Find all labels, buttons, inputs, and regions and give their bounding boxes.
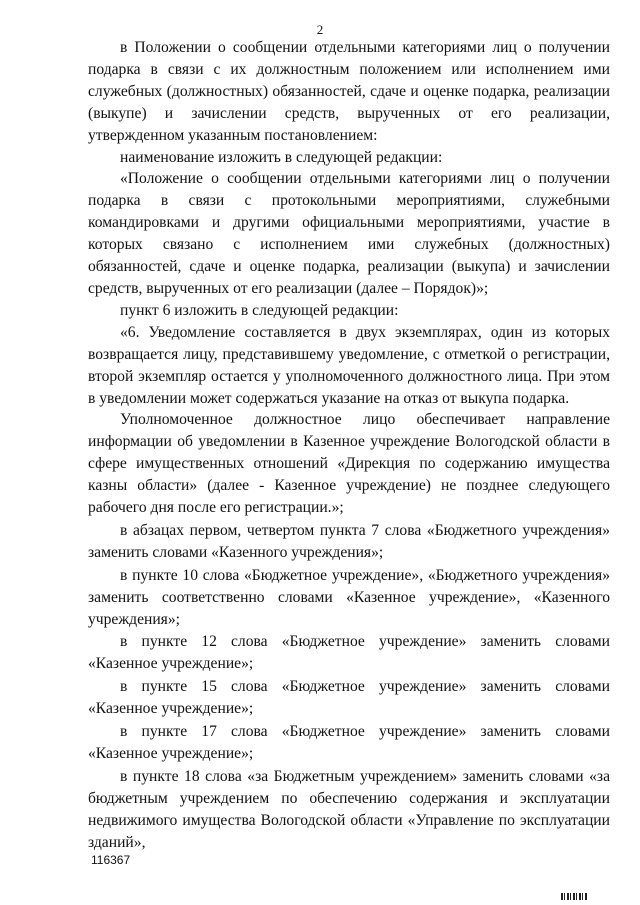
document-code: 116367 bbox=[91, 853, 131, 867]
paragraph: в абзацах первом, четвертом пункта 7 слова «Бюджетного учреждения» заменить словами «Казенного учреждения»; bbox=[88, 521, 610, 561]
scan-barcode-mark bbox=[561, 893, 587, 900]
paragraph: в пункте 15 слова «Бюджетное учреждение» заменить словами «Казенное учреждение»; bbox=[88, 678, 610, 718]
document-body bbox=[88, 37, 610, 854]
paragraph: в пункте 17 слова «Бюджетное учреждение» заменить словами «Казенное учреждение»; bbox=[88, 723, 610, 762]
paragraph: пункт 6 изложить в следующей редакции: bbox=[120, 301, 399, 319]
paragraph: в пункте 18 слова «за Бюджетным учреждением» заменить словами «за бюджетным учреждением по обеспечению содержания и эксплуатации недвижимого имущества Вологодской области «Управление по эксплуатации зданий», bbox=[88, 767, 610, 851]
paragraph: наименование изложить в следующей редакции: bbox=[120, 148, 443, 166]
paragraph: «Положение о сообщении отдельными категориями лиц о получении подарка в связи с протокольными мероприятиями, служебными командировками и другими официальными мероприятиями, участие в которых связано с исполнением ими служебных (должностных) обязанностей, сдаче и оценке подарка, реализации (выкупа) и зачислении средств, вырученных от его реализации (далее – Порядок)»; bbox=[88, 170, 610, 297]
paragraph: «6. Уведомление составляется в двух экземплярах, один из которых возвращается лицу, представившему уведомление, с отметкой о регистрации, второй экземпляр остается у уполномоченного должностного лица. При этом в уведомлении может содержаться указание на отказ от выкупа подарка. bbox=[88, 323, 610, 407]
paragraph: в пункте 10 слова «Бюджетное учреждение», «Бюджетного учреждения» заменить соответственно словами «Казенное учреждение», «Казенного учреждения»; bbox=[88, 566, 610, 628]
paragraph: в пункте 12 слова «Бюджетное учреждение» заменить словами «Казенное учреждение»; bbox=[88, 633, 610, 673]
paragraph: Уполномоченное должностное лицо обеспечивает направление информации об уведомлении в Казенное учреждение Вологодской области в сфере имущественных отношений «Дирекция по содержанию имущества казны области» (далее - Казенное учреждение) не позднее следующего рабочего дня после его регистрации.»; bbox=[88, 411, 610, 517]
paragraph: в Положении о сообщении отдельными категориями лиц о получении подарка в связи с их должностным положением или исполнением ими служебных (должностных) обязанностей, сдаче и оценке подарка, реализации (выкупе) и зачислении средств, вырученных от его реализации, утвержденном указанным постановлением: bbox=[88, 39, 610, 144]
page-number: 2 bbox=[316, 22, 324, 37]
